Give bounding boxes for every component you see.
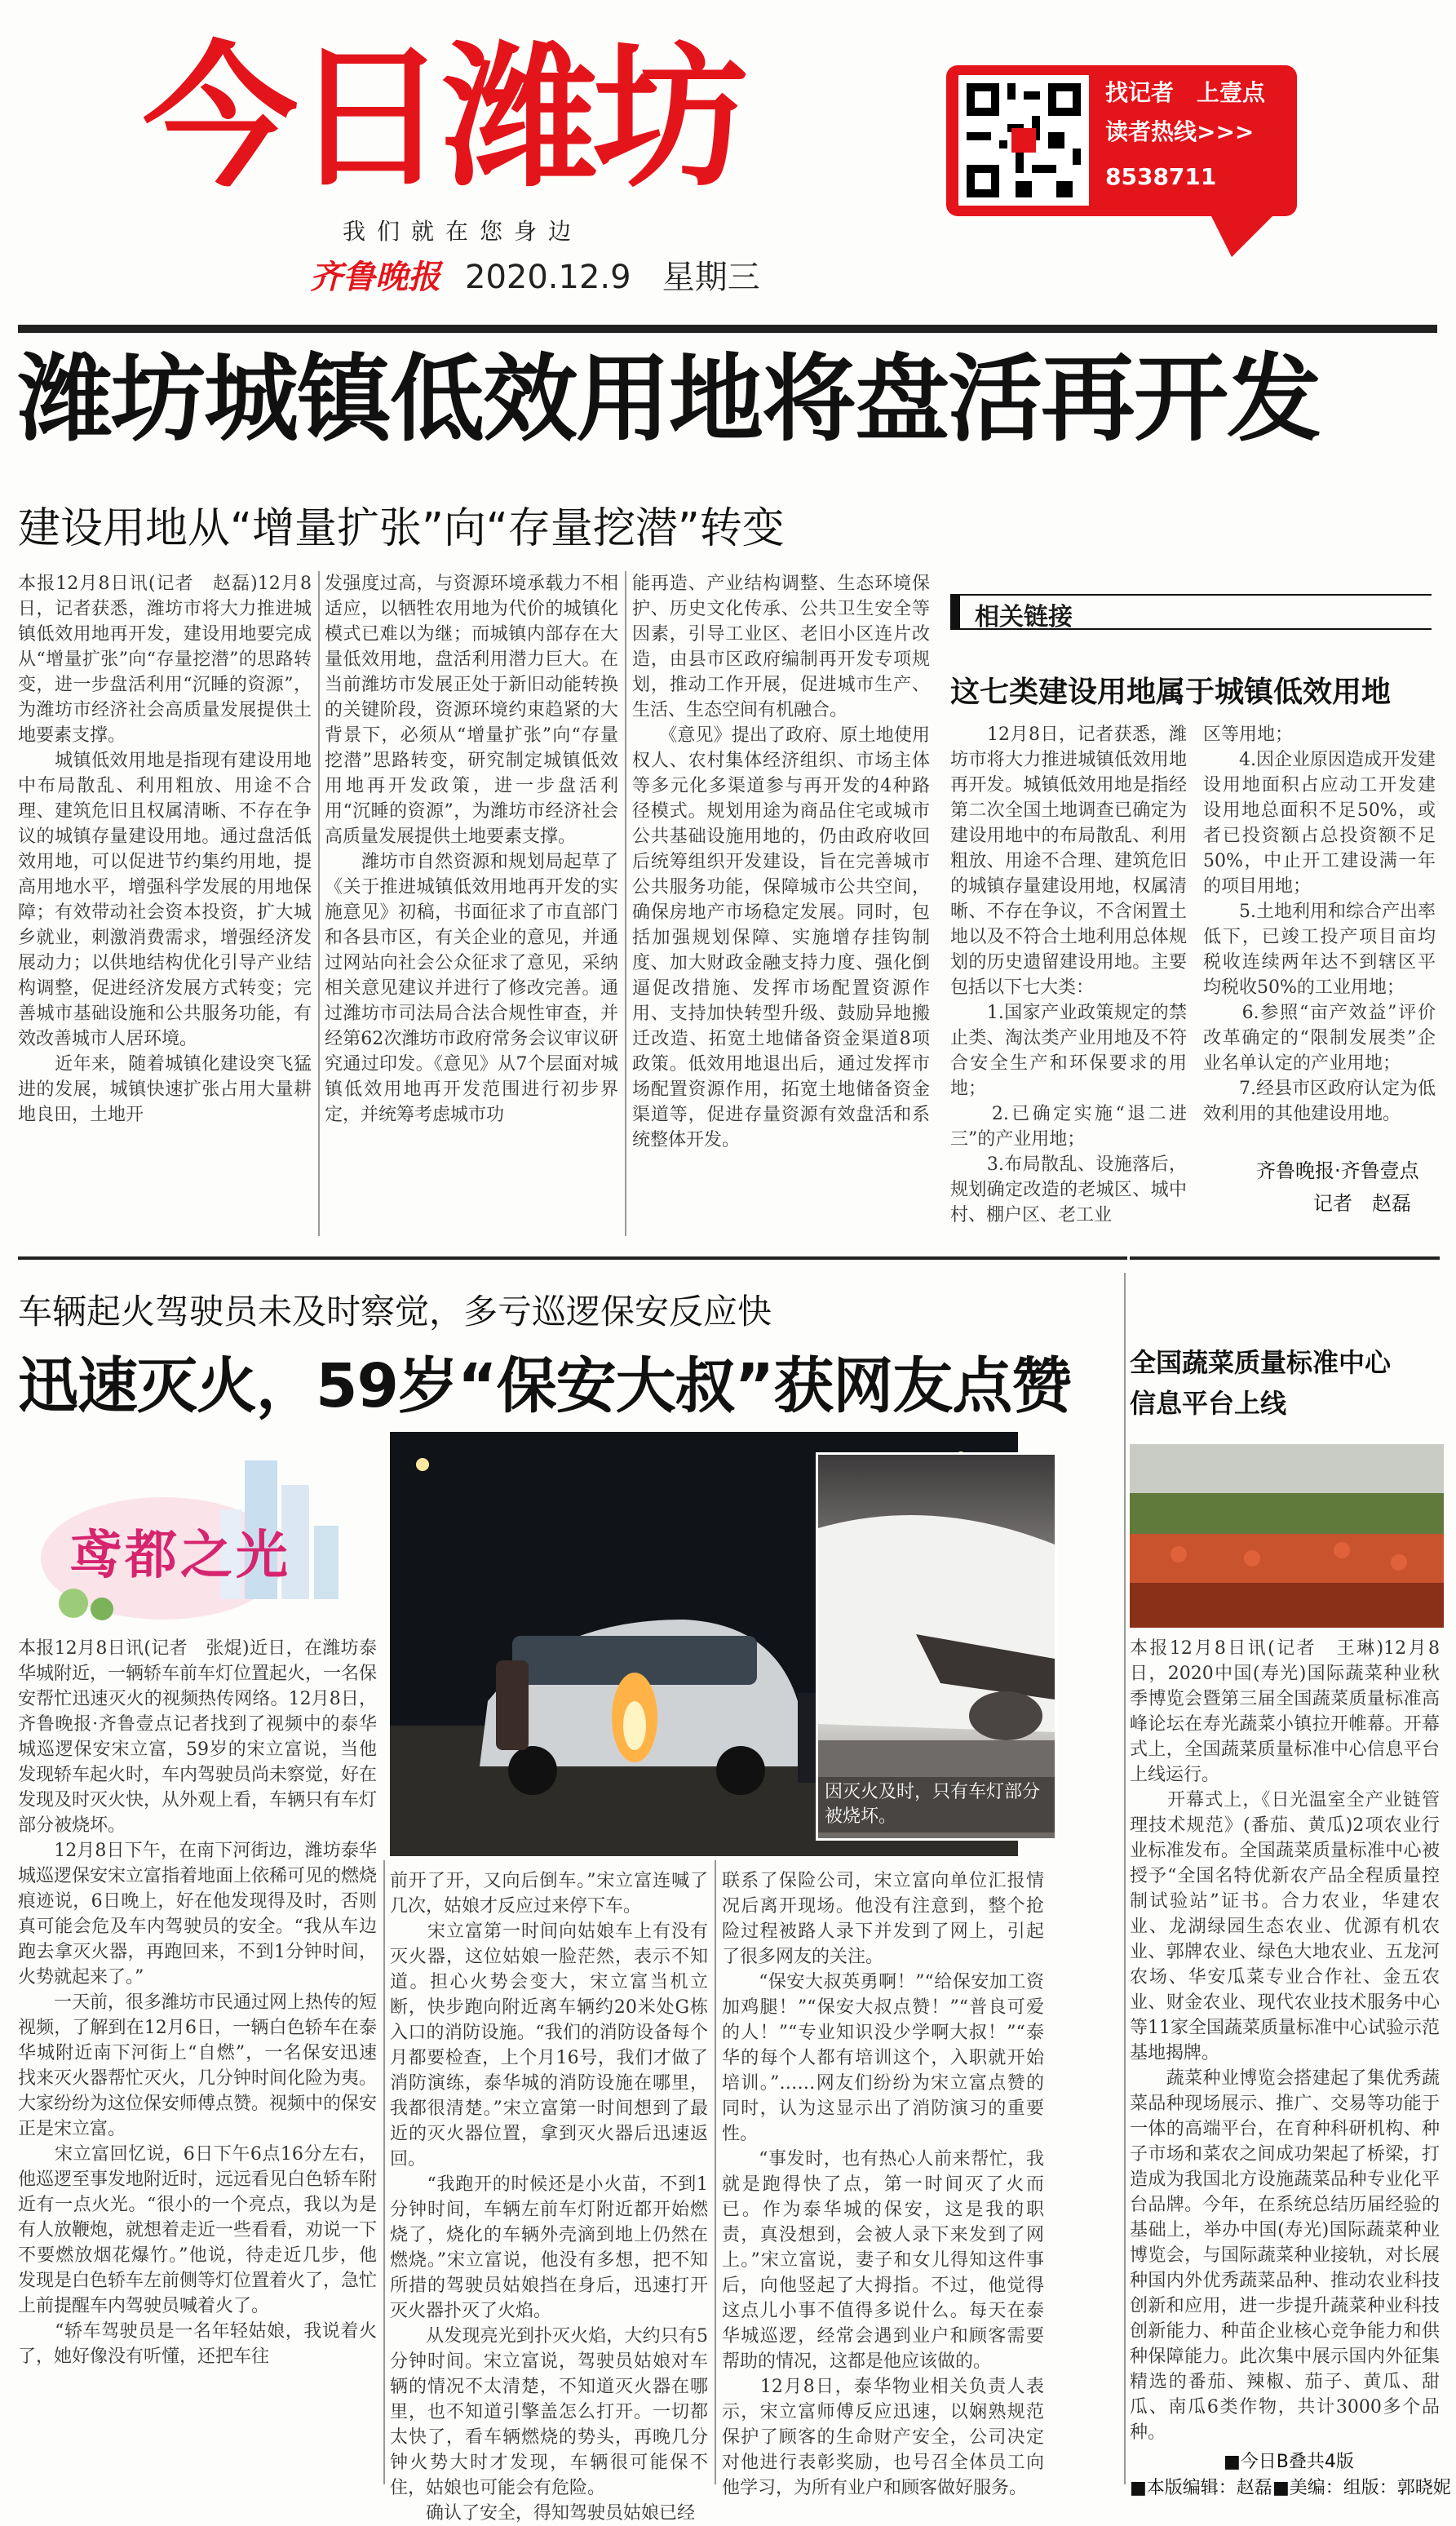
- second-column-2: 前开了开，又向后倒车。”宋立富连喊了几次，姑娘才反应过来停下车。 宋立富第一时间向姑娘车上有没有灭火器，这位姑娘一脸茫然，表示不知道。担心火势会变大，宋立富当机立断，快步跑向附近离车辆约20米处G栋入口的消防设施。“我们的消防设备每个月都要检查，上个月16号，我们才做了消防演练，泰华城的消防设施在哪里，我都很清楚。”宋立富第一时间想到了最近的灭火器位置，拿到灭火器后迅速返回。 “我跑开的时候还是小火苗，不到1分钟时间，车辆左前车灯附近都开始燃烧了，烧化的车辆外壳滴到地上仍然在燃烧。”宋立富说，他没有多想，把不知所措的驾驶员姑娘挡在身后，迅速打开灭火器扑灭了火焰。 从发现亮光到扑灭火焰，大约只有5分钟时间。宋立富说，驾驶员姑娘对车辆的情况不太清楚，不知道灭火器在哪里，也不知道引擎盖怎么打开。一切都太快了，看车辆燃烧的势头，再晚几分钟火势大时才发现，车辆很可能保不住，姑娘也可能会有危险。 确认了安全，得知驾驶员姑娘已经: [390, 1871, 708, 2524]
- masthead-logo: 今日潍坊: [143, 28, 744, 208]
- footer-page-count: ■今日B叠共4版: [1224, 2452, 1354, 2472]
- lead-subheadline: 建设用地从“增量扩张”向“存量挖潜”转变: [18, 504, 785, 553]
- masthead-date: [465, 251, 760, 298]
- column-badge: [24, 1436, 367, 1636]
- related-tag: [950, 592, 1432, 632]
- related-tag-label: 相关链接: [975, 603, 1073, 632]
- section-rule: [18, 1256, 1127, 1260]
- lead-column-1: 本报12月8日讯(记者 赵磊)12月8日，记者获悉，潍坊市将大力推进城镇低效用地再开发，建设用地要完成从“增量扩张”向“存量挖潜”的思路转变，进一步盘活利用“沉睡的资源”，为潍坊市经济社会高质量发展提供土地要素支撑。 城镇低效用地是指现有建设用地中布局散乱、利用粗放、用途不合理、建筑危旧且权属清晰、不存在争议的城镇存量建设用地。通过盘活低效用地，可以促进节约集约用地，提高用地水平，增强科学发展的用地保障；有效带动社会资本投资，扩大城乡就业，刺激消费需求，增强经济发展动力；以供地结构优化引导产业结构调整，促进经济发展方式转变；完善城市基础设施和公共服务功能，有效改善城市人居环境。 近年来，随着城镇化建设突飞猛进的发展，城镇快速扩张占用大量耕地良田，土地开: [18, 574, 312, 1125]
- second-kicker: 车辆起火驾驶员未及时察觉，多亏巡逻保安反应快: [18, 1292, 772, 1332]
- column-divider: [715, 1860, 716, 2484]
- issue-date: 2020.12.9: [465, 259, 631, 296]
- second-column-3: 联系了保险公司，宋立富向单位汇报情况后离开现场。他没有注意到，整个抢险过程被路人录下并发到了网上，引起了很多网友的关注。 “保安大叔英勇啊！”“给保安加工资加鸡腿！”“保安大叔点赞！”“普良可爱的人！”“专业知识没少学啊大叔！”“泰华的每个人都有培训这个，入职就开始培训。”……网友们纷纷为宋立富点赞的同时，认为这显示出了消防演习的重要性。 “事发时，也有热心人前来帮忙，我就是跑得快了点，第一时间灭了火而已。作为泰华城的保安，这是我的职责，真没想到，会被人录下来发到了网上。”宋立富说，妻子和女儿得知这件事后，向他竖起了大拇指。不过，他觉得这点儿小事不值得多说什么。每天在泰华城巡逻，经常会遇到业户和顾客需要帮助的情况，这都是他应该做的。 12月8日，泰华物业相关负责人表示，宋立富师傅反应迅速，以娴熟规范保护了顾客的生命财产安全，公司决定对他进行表彰奖励，也号召全体员工向他学习，为所有业户和顾客做好服务。: [722, 1871, 1044, 2498]
- masthead-slogan: 我们就在您身边: [343, 218, 583, 245]
- issue-weekday: 星期三: [662, 259, 760, 296]
- second-column-1: 本报12月8日讯(记者 张焜)近日，在潍坊泰华城附近，一辆轿车前车灯位置起火，一名保安帮忙迅速灭火的视频热传网络。12月8日，齐鲁晚报·齐鲁壹点记者找到了视频中的泰华城巡逻保安宋立富，59岁的宋立富说，当他发现轿车起火时，车内驾驶员尚未察觉，好在发现及时灭火快，从外观上看，车辆只有车灯部分被烧坏。 12月8日下午，在南下河街边，潍坊泰华城巡逻保安宋立富指着地面上依稀可见的燃烧痕迹说，6日晚上，好在他发现得及时，否则真可能会危及车内驾驶员的安全。“我从车边跑去拿灭火器，再跑回来，不到1分钟时间，火势就起来了。” 一天前，很多潍坊市民通过网上热传的短视频，了解到在12月6日，一辆白色轿车在泰华城附近南下河街上“自燃”，一名保安迅速找来灭火器帮忙灭火，几分钟时间化险为夷。大家纷纷为这位保安师傅点赞。视频中的保安正是宋立富。 宋立富回忆说，6日下午6点16分左右，他巡逻至事发地附近时，远远看见白色轿车附近有一点火光。“很小的一个亮点，我以为是有人放鞭炮，就想着走近一些看看，劝说一下不要燃放烟花爆竹。”他说，待走近几步，他发现是白色轿车左前侧等灯位置着火了，急忙上前提醒车内驾驶员喊着火了。 “轿车驾驶员是一名年轻姑娘，我说着火了，她好像没有听懂，还把车往: [18, 1638, 378, 2367]
- photo-caption: 因灭火及时，只有车灯部分被烧坏。: [818, 1777, 1055, 1832]
- related-credit-outlet: 齐鲁晚报·齐鲁壹点: [1256, 1159, 1419, 1182]
- lead-column-2: 发强度过高，与资源环境承载力不相适应，以牺牲农用地为代价的城镇化模式已难以为继；而城镇内部存在大量低效用地，盘活利用潜力巨大。在当前潍坊市发展正处于新旧动能转换的关键阶段，资源环境约束趋紧的大背景下，必须从“增量扩张”向“存量挖潜”思路转变，研究制定城镇低效用地再开发政策，进一步盘活利用“沉睡的资源”，为潍坊市经济社会高质量发展提供土地要素支撑。 潍坊市自然资源和规划局起草了《关于推进城镇低效用地再开发的实施意见》初稿，书面征求了市直部门和各县市区，有关企业的意见，并通过网站向社会公众征求了意见，采纳相关意见建议并进行了修改完善。通过潍坊市司法局合法合规性审查，并经第62次潍坊市政府常务会议审议研究通过印发。《意见》从7个层面对城镇低效用地再开发范围进行初步界定，并统筹考虑城市功: [325, 574, 618, 1125]
- masthead-rule: [18, 325, 1437, 333]
- side-story-body: 本报12月8日讯(记者 王琳)12月8日，2020中国(寿光)国际蔬菜种业秋季博览会暨第三届全国蔬菜质量标准高峰论坛在寿光蔬菜小镇拉开帷幕。开幕式上，全国蔬菜质量标准中心信息平台上线运行。 开幕式上，《日光温室全产业链管理技术规范》(番茄、黄瓜)2项农业行业标准发布。全国蔬菜质量标准中心被授予“全国名特优新农产品全程质量控制试验站”证书。合力农业，华建农业、龙湖绿园生态农业、优源有机农业、郭牌农业、绿色大地农业、五龙河农场、华安瓜菜专业合作社、金五农业、财金农业、现代农业技术服务中心等11家全国蔬菜质量标准中心试验示范基地揭牌。 蔬菜种业博览会搭建起了集优秀蔬菜品种现场展示、推广、交易等功能于一体的高端平台，在育种科研机构、种子市场和菜农之间成功架起了桥梁，打造成为我国北方设施蔬菜品种专业化平台品牌。今年，在系统总结历届经验的基础上，举办中国(寿光)国际蔬菜种业博览会，与国际蔬菜种业接轨，对长展种国内外优秀蔬菜品种、推动农业科技创新和应用，进一步提升蔬菜种业科技创新能力、种苗企业核心竞争能力和供种保障能力。此次集中展示国内外征集精选的番茄、辣椒、茄子、黄瓜、甜瓜、南瓜6类作物，共计3000多个品种。: [1130, 1638, 1440, 2443]
- reader-hotline[interactable]: 8538711: [1105, 163, 1217, 190]
- related-column-2: 区等用地； 4.因企业原因造成开发建设用地面积占应动工开发建设用地总面积不足50%，或者已投资额占总投资额不足50%，中止开工建设满一年的项目用地； 5.土地利用和综合产出率低下，已竣工投产项目亩均税收连续两年达不到辖区平均税收50%的工业用地； 6.参照“亩产效益”评价改革确定的“限制发展类”企业名单认定的产业用地； 7.经县市区政府认定为低效利用的其他建设用地。: [1203, 725, 1436, 1124]
- column-divider: [383, 1860, 385, 2484]
- column-divider: [625, 571, 626, 1236]
- side-title-line1: 全国蔬菜质量标准中心: [1130, 1347, 1392, 1378]
- vegetable-expo-photo: [1130, 1444, 1444, 1628]
- lead-column-3: 能再造、产业结构调整、生态环境保护、历史文化传承、公共卫生安全等因素，引导工业区、老旧小区连片改造，由县市区政府编制再开发专项规划，推动工作开展，促进城市生产、生活、生态空间有机融合。 《意见》提出了政府、原土地使用权人、农村集体经济组织、市场主体等多元化多渠道参与再开发的4种路径模式。规划用途为商品住宅或城市公共基础设施用地的，仍由政府收回后统筹组织开发建设，旨在完善城市公共服务功能，保障城市公共空间，确保房地产市场稳定发展。同时，包括加强规划保障、实施增存挂钩制度、加大财政金融支持力度、强化倒逼促改措施、发挥市场配置资源作用、支持加快转型升级、鼓励异地搬迁改造、拓宽土地储备资金渠道8项政策。低效用地退出后，通过发挥市场配置资源作用，拓宽土地储备资金渠道等，促进存量资源有效盘活和系统整体开发。: [632, 574, 930, 1150]
- footer-editor: ■本版编辑：赵磊: [1130, 2478, 1272, 2498]
- damaged-car-photo: [816, 1452, 1057, 1841]
- masthead-brand: 齐鲁晚报: [310, 258, 440, 296]
- side-title-line2: 信息平台上线: [1130, 1388, 1287, 1419]
- qr-code-icon[interactable]: [958, 75, 1089, 206]
- column-divider: [318, 571, 320, 1236]
- related-title: 这七类建设用地属于城镇低效用地: [950, 676, 1392, 709]
- second-headline: 迅速灭火，59岁“保安大叔”获网友点赞: [18, 1351, 1072, 1421]
- contact-box-tail: [1207, 208, 1281, 257]
- lead-headline: 潍坊城镇低效用地将盘活再开发: [18, 344, 1320, 454]
- section-rule: [1130, 1256, 1440, 1260]
- column-divider: [1124, 1273, 1126, 2484]
- contact-line2: 读者热线>>>: [1105, 118, 1255, 145]
- column-badge-label: 鸢都之光: [69, 1526, 291, 1586]
- footer-design: ■美编：组版：郭晓妮: [1272, 2478, 1451, 2498]
- contact-line1: 找记者 上壹点: [1105, 79, 1266, 106]
- related-credit-reporter: 记者 赵磊: [1313, 1192, 1411, 1215]
- related-column-1: 12月8日，记者获悉，潍坊市将大力推进城镇低效用地再开发。城镇低效用地是指经第二次全国土地调查已确定为建设用地中的布局散乱、利用粗放、用途不合理、建筑危旧的城镇存量建设用地，权属清晰、不存在争议，不含闲置土地以及不符合土地利用总体规划的历史遗留建设用地。主要包括以下七大类： 1.国家产业政策规定的禁止类、淘汰类产业用地及不符合安全生产和环保要求的用地； 2.已确定实施“退二进三”的产业用地； 3.布局散乱、设施落后，规划确定改造的老城区、城中村、棚户区、老工业: [950, 725, 1187, 1225]
